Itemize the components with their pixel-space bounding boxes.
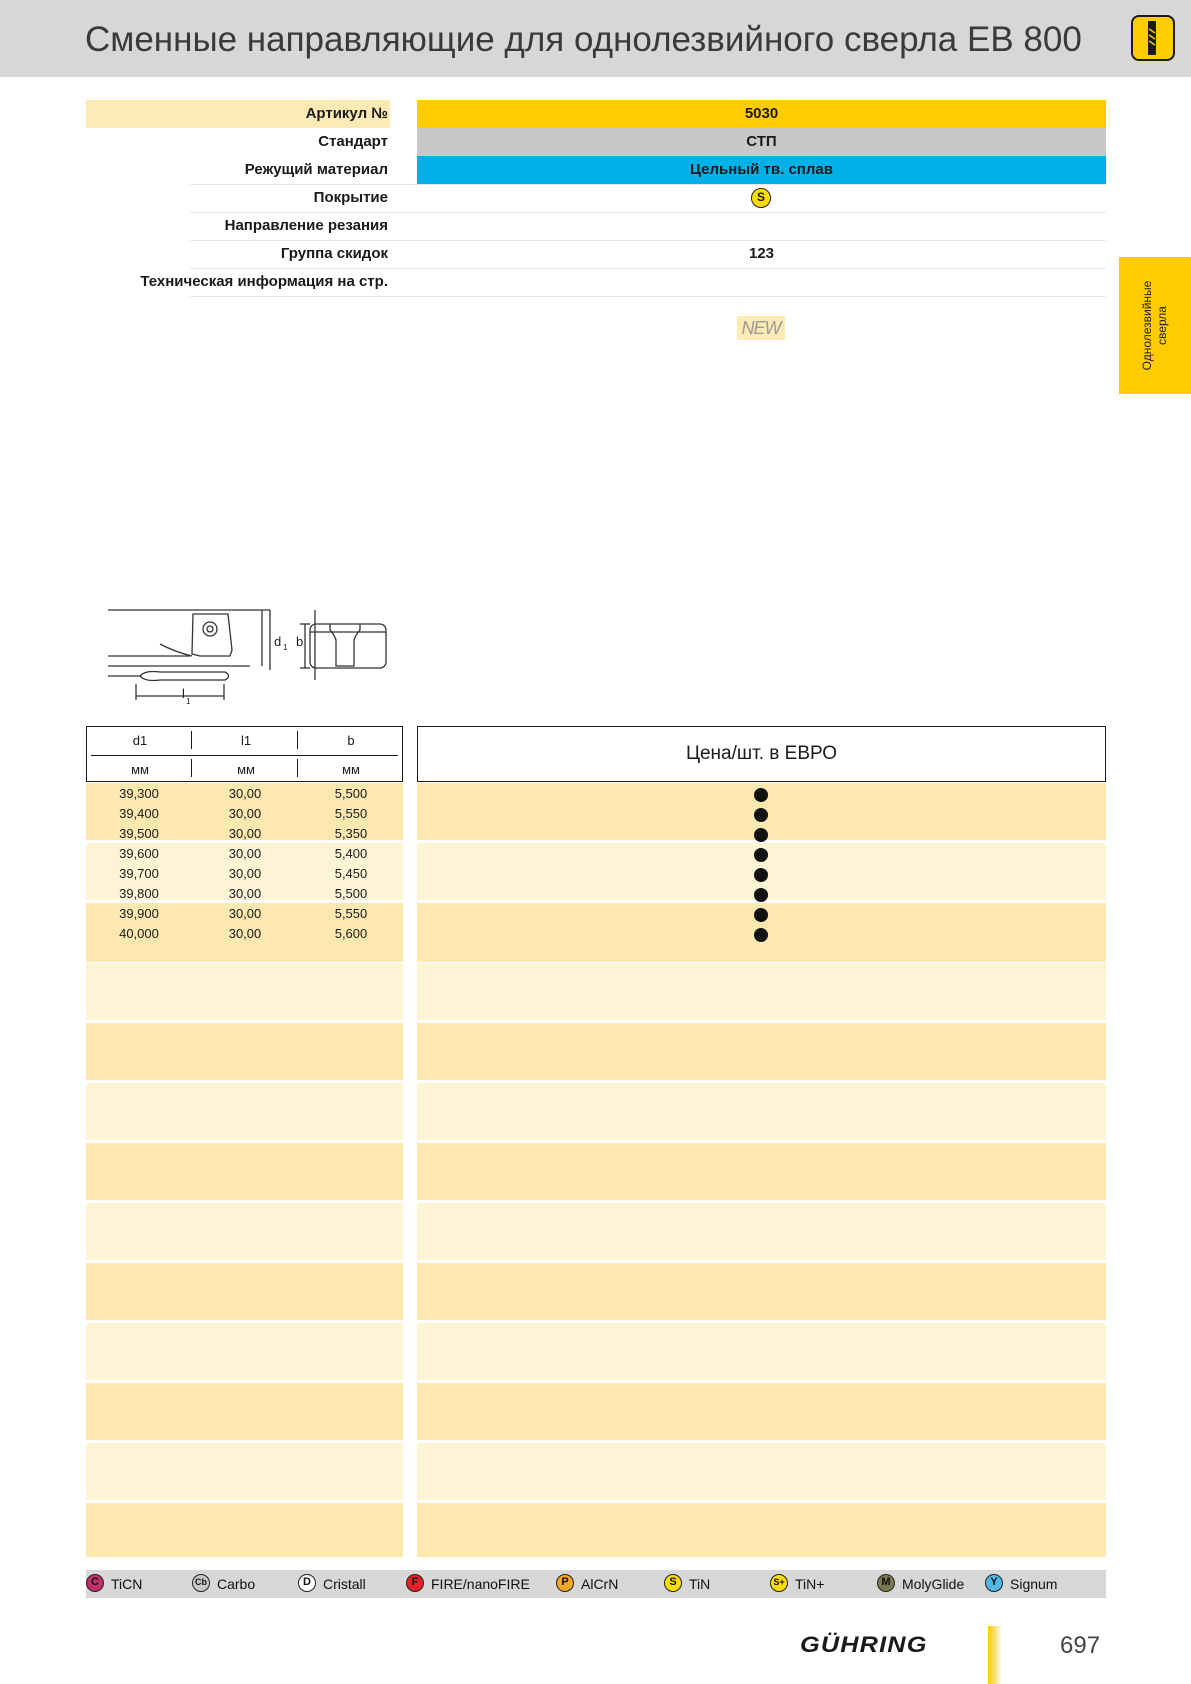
column-unit-b: мм (342, 762, 360, 777)
cell-d1: 39,800 (119, 886, 159, 901)
table-row[interactable] (86, 826, 1106, 846)
coating-alcrn-icon: P (556, 1574, 574, 1592)
table-band (417, 963, 1106, 1020)
cell-l1: 30,00 (228, 906, 262, 921)
cell-d1: 39,400 (119, 806, 159, 821)
table-row[interactable] (86, 806, 1106, 826)
table-band (86, 1203, 403, 1260)
brand-stripe (988, 1626, 1002, 1684)
new-badge: NEW (737, 316, 785, 340)
column-divider (297, 731, 298, 749)
section-tab-line1: Однолезвийные (1140, 280, 1154, 371)
property-value: 123 (748, 245, 775, 262)
cell-l1: 30,00 (228, 806, 262, 821)
d1-label: d (274, 634, 282, 649)
table-band (417, 1023, 1106, 1080)
page-number: 697 (1060, 1632, 1101, 1659)
guide-pad-diagram (100, 600, 400, 712)
property-label: Группа скидок (280, 245, 388, 262)
table-band (86, 1383, 403, 1440)
cell-b: 5,400 (334, 846, 368, 861)
table-row[interactable] (86, 906, 1106, 926)
table-band (417, 1323, 1106, 1380)
availability-dot-icon (754, 928, 768, 942)
row-divider (190, 212, 1106, 213)
coating-legend-label: MolyGlide (902, 1576, 965, 1592)
property-label: Направление резания (224, 217, 388, 234)
table-band (86, 1503, 403, 1557)
coating-tin--icon: S+ (770, 1574, 788, 1592)
cell-l1: 30,00 (228, 866, 262, 881)
coating-legend-label: FIRE/nanoFIRE (431, 1576, 530, 1592)
header-divider (91, 755, 398, 756)
table-row[interactable] (86, 786, 1106, 806)
availability-dot-icon (754, 788, 768, 802)
property-value: 5030 (417, 100, 1106, 128)
coating-molyglide-icon: M (877, 1574, 895, 1592)
availability-dot-icon (754, 868, 768, 882)
cell-d1: 39,300 (119, 786, 159, 801)
coating-tin-icon: S (664, 1574, 682, 1592)
property-label: Артикул № (86, 100, 390, 128)
table-band (417, 1083, 1106, 1140)
section-tab[interactable] (1119, 257, 1191, 394)
coating-fire-nanofire-icon: F (406, 1574, 424, 1592)
property-label: Стандарт (318, 133, 388, 150)
coating-legend-label: TiN (689, 1576, 711, 1592)
table-band (86, 1323, 403, 1380)
coating-legend-label: Signum (1010, 1576, 1058, 1592)
coating-legend-label: TiN+ (795, 1576, 825, 1592)
table-band (86, 1263, 403, 1320)
table-band (417, 1203, 1106, 1260)
property-value (417, 212, 1106, 240)
availability-dot-icon (754, 848, 768, 862)
page-title: Сменные направляющие для однолезвийного сверла EB 800 (85, 20, 1082, 59)
price-header: Цена/шт. в ЕВРО (417, 726, 1106, 782)
table-band (86, 1443, 403, 1500)
cell-l1: 30,00 (228, 846, 262, 861)
cell-d1: 39,600 (119, 846, 159, 861)
l1-label-sub: 1 (186, 697, 191, 706)
coating-cristall-icon: D (298, 1574, 316, 1592)
b-label: b (296, 634, 304, 649)
cell-d1: 39,700 (119, 866, 159, 881)
table-band (417, 1263, 1106, 1320)
l1-label: l (182, 686, 185, 701)
table-band (417, 1443, 1106, 1500)
table-band (417, 1383, 1106, 1440)
availability-dot-icon (754, 908, 768, 922)
drill-icon (1131, 15, 1175, 61)
table-band (417, 1143, 1106, 1200)
availability-dot-icon (754, 888, 768, 902)
property-label: Режущий материал (244, 161, 388, 178)
table-band (86, 1083, 403, 1140)
coating-legend (86, 1570, 1106, 1598)
availability-dot-icon (754, 808, 768, 822)
table-row[interactable] (86, 926, 1106, 946)
cell-b: 5,450 (334, 866, 368, 881)
column-unit-l1: мм (237, 762, 255, 777)
coating-signum-icon: Y (985, 1574, 1003, 1592)
coating-s-icon: S (751, 188, 771, 208)
dimension-header (86, 726, 403, 782)
cell-b: 5,550 (334, 906, 368, 921)
cell-l1: 30,00 (228, 926, 262, 941)
brand-logo: GÜHRING (800, 1632, 928, 1657)
table-band (86, 963, 403, 1020)
column-header-l1: l1 (240, 733, 252, 748)
table-band (86, 1023, 403, 1080)
column-divider (191, 731, 192, 749)
coating-legend-label: TiCN (111, 1576, 143, 1592)
property-label: Покрытие (313, 189, 388, 206)
column-divider (191, 759, 192, 777)
cell-b: 5,500 (334, 786, 368, 801)
cell-l1: 30,00 (228, 886, 262, 901)
coating-legend-label: Carbo (217, 1576, 256, 1592)
cell-l1: 30,00 (228, 786, 262, 801)
table-row[interactable] (86, 846, 1106, 866)
row-divider (190, 296, 1106, 297)
coating-ticn-icon: C (86, 1574, 104, 1592)
cell-d1: 40,000 (119, 926, 159, 941)
column-header-b: b (347, 733, 355, 748)
cell-d1: 39,900 (119, 906, 159, 921)
property-value: Цельный тв. сплав (417, 156, 1106, 184)
column-header-d1: d1 (132, 733, 148, 748)
cell-b: 5,550 (334, 806, 368, 821)
table-row[interactable] (86, 866, 1106, 886)
table-band (86, 1143, 403, 1200)
table-row[interactable] (86, 886, 1106, 906)
column-unit-d1: мм (131, 762, 149, 777)
table-band (417, 1503, 1106, 1557)
property-value (417, 268, 1106, 296)
coating-legend-label: AlCrN (581, 1576, 619, 1592)
property-value: СТП (417, 128, 1106, 156)
cell-b: 5,350 (334, 826, 368, 841)
column-divider (297, 759, 298, 777)
coating-legend-label: Cristall (323, 1576, 366, 1592)
row-divider (190, 184, 1106, 185)
cell-b: 5,600 (334, 926, 368, 941)
availability-dot-icon (754, 828, 768, 842)
row-divider (190, 240, 1106, 241)
d1-label-sub: 1 (283, 643, 288, 652)
property-label: Техническая информация на стр. (140, 273, 388, 290)
cell-b: 5,500 (334, 886, 368, 901)
coating-carbo-icon: Cb (192, 1574, 210, 1592)
cell-d1: 39,500 (119, 826, 159, 841)
row-divider (190, 268, 1106, 269)
cell-l1: 30,00 (228, 826, 262, 841)
section-tab-line2: сверла (1155, 306, 1169, 345)
